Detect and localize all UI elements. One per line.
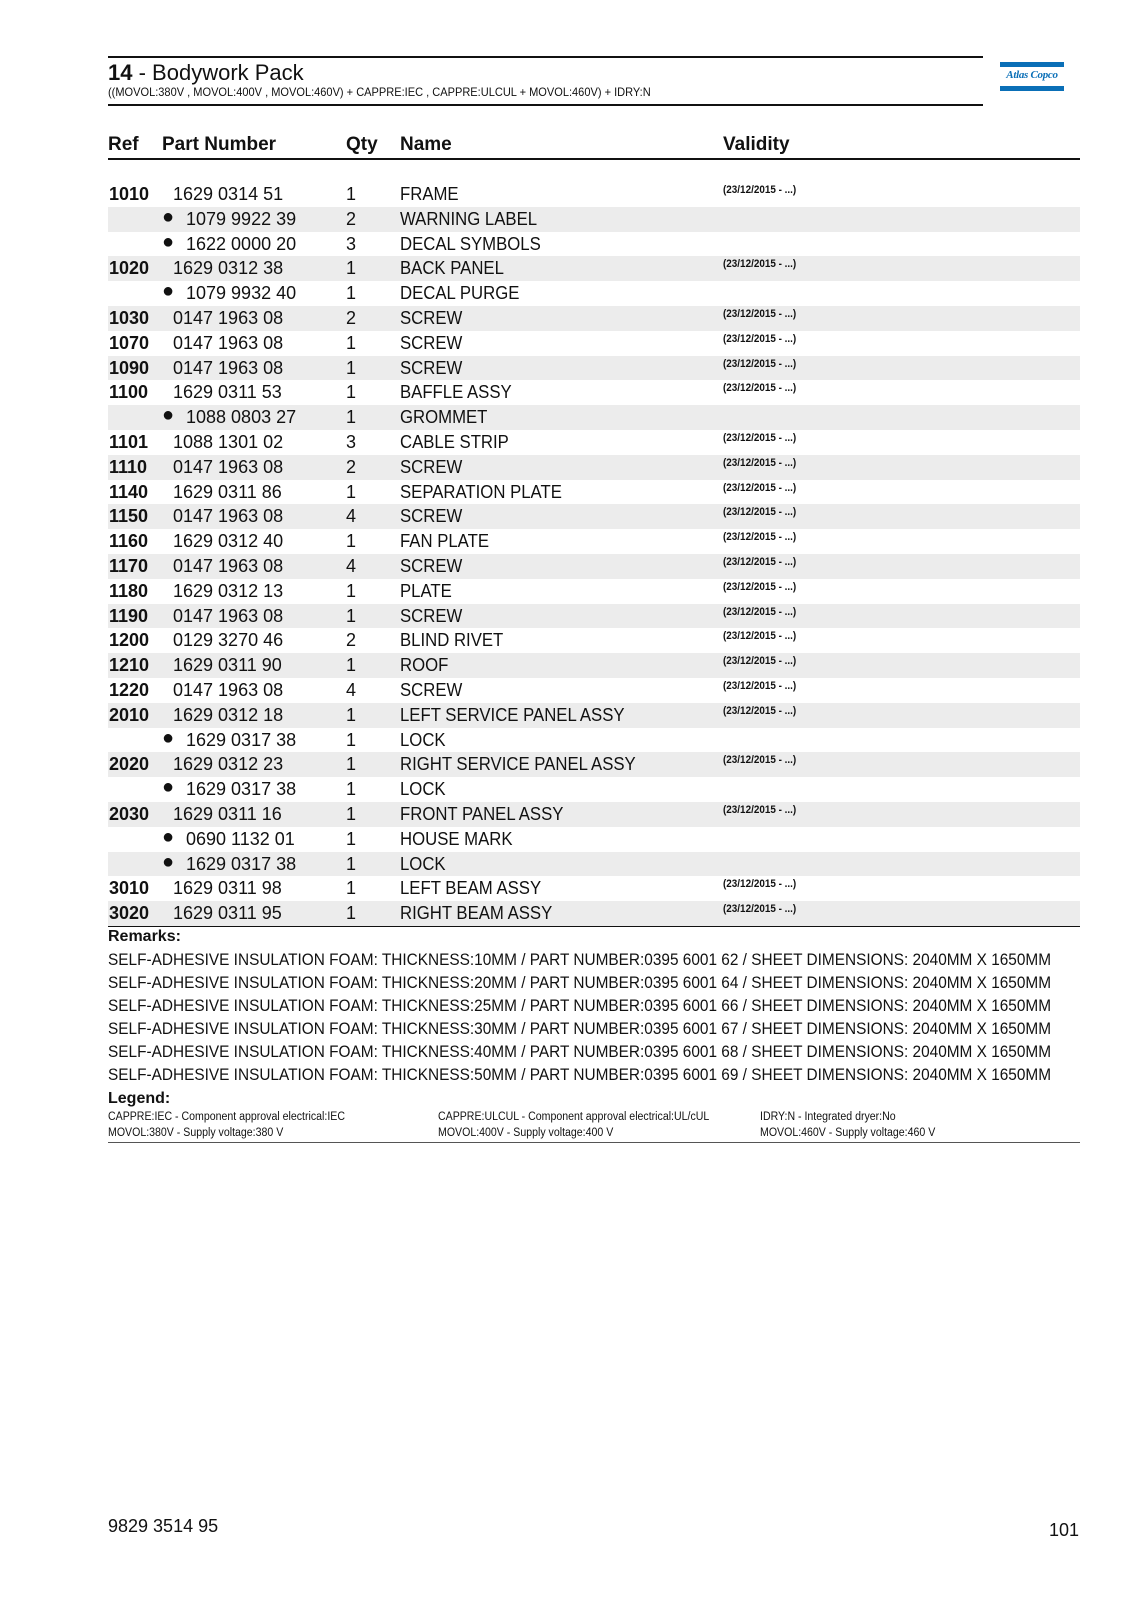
sub-item-bullet-icon: ● xyxy=(162,230,175,253)
legend-label: Legend: xyxy=(108,1090,171,1107)
part-number: 0147 1963 08 xyxy=(173,555,284,576)
part-number: 1629 0312 13 xyxy=(173,580,284,601)
sub-item-bullet-icon: ● xyxy=(162,205,175,228)
legend-item: IDRY:N - Integrated dryer:No xyxy=(760,1111,896,1123)
validity: (23/12/2015 - ...) xyxy=(723,431,797,444)
part-name: SCREW xyxy=(400,456,463,477)
validity: (23/12/2015 - ...) xyxy=(723,456,797,469)
ref-number: 1190 xyxy=(109,605,149,626)
part-name: FRONT PANEL ASSY xyxy=(400,803,564,824)
part-name: LEFT BEAM ASSY xyxy=(400,878,542,899)
part-name: BACK PANEL xyxy=(400,258,504,279)
part-number: 1629 0317 38 xyxy=(186,779,297,800)
quantity: 4 xyxy=(346,555,357,576)
sub-item-bullet-icon: ● xyxy=(162,776,175,799)
table-row xyxy=(108,182,1080,207)
table-row xyxy=(108,777,1080,802)
ref-number: 1200 xyxy=(109,630,150,651)
quantity: 1 xyxy=(346,853,357,874)
part-name: GROMMET xyxy=(400,407,488,428)
col-ref: Ref xyxy=(108,134,139,155)
part-number: 1622 0000 20 xyxy=(186,233,297,254)
validity: (23/12/2015 - ...) xyxy=(723,184,797,196)
quantity: 1 xyxy=(346,184,357,204)
part-name: PLATE xyxy=(400,580,452,601)
part-name: RIGHT BEAM ASSY xyxy=(400,903,553,924)
page-title xyxy=(108,60,304,86)
quantity: 3 xyxy=(346,431,357,452)
page-header xyxy=(108,56,983,106)
table-row xyxy=(108,678,1080,703)
table-row xyxy=(108,430,1080,455)
validity: (23/12/2015 - ...) xyxy=(723,630,797,643)
condition-text: ((MOVOL:380V , MOVOL:400V , MOVOL:460V) + CAPPRE:IEC , CAPPRE:ULCUL + MOVOL:460V) + IDRY:N xyxy=(108,85,651,99)
page-number: 101 xyxy=(1049,1520,1080,1540)
quantity: 2 xyxy=(346,630,357,651)
part-name: SCREW xyxy=(400,506,463,527)
part-number: 1629 0312 23 xyxy=(173,754,284,775)
part-name: SCREW xyxy=(400,307,463,328)
part-name: FRAME xyxy=(400,184,459,204)
table-divider xyxy=(108,926,1080,927)
table-row xyxy=(108,306,1080,331)
validity: (23/12/2015 - ...) xyxy=(723,531,797,544)
validity: (23/12/2015 - ...) xyxy=(723,605,797,618)
col-qty: Qty xyxy=(346,134,378,155)
sub-item-bullet-icon: ● xyxy=(162,404,175,427)
table-row xyxy=(108,405,1080,430)
table-row xyxy=(108,455,1080,480)
col-validity: Validity xyxy=(723,134,790,155)
legend-item: CAPPRE:ULCUL - Component approval electrical:UL/cUL xyxy=(438,1111,710,1123)
part-name: DECAL SYMBOLS xyxy=(400,233,541,254)
remark-line: SELF-ADHESIVE INSULATION FOAM: THICKNESS:25MM / PART NUMBER:0395 6001 66 / SHEET DIMENSIONS: 2040MM X 1650MM xyxy=(108,996,1052,1015)
section-number: 14 xyxy=(108,60,133,85)
part-number: 0147 1963 08 xyxy=(173,307,284,328)
validity: (23/12/2015 - ...) xyxy=(723,481,797,494)
table-row xyxy=(108,752,1080,777)
quantity: 1 xyxy=(346,655,357,676)
remarks-label: Remarks: xyxy=(108,928,181,945)
part-number: 1629 0311 16 xyxy=(173,803,282,824)
table-row xyxy=(108,827,1080,852)
part-number: 1088 0803 27 xyxy=(186,407,297,428)
validity: (23/12/2015 - ...) xyxy=(723,679,797,692)
ref-number: 1010 xyxy=(109,184,150,204)
part-name: HOUSE MARK xyxy=(400,828,513,849)
part-number: 1629 0317 38 xyxy=(186,853,297,874)
ref-number: 3010 xyxy=(109,878,150,899)
quantity: 1 xyxy=(346,283,357,304)
ref-number: 1150 xyxy=(109,506,149,527)
part-number: 0147 1963 08 xyxy=(173,332,284,353)
part-number: 0147 1963 08 xyxy=(173,357,284,378)
ref-number: 1170 xyxy=(109,555,149,576)
legend-item: MOVOL:400V - Supply voltage:400 V xyxy=(438,1127,614,1139)
quantity: 1 xyxy=(346,903,357,924)
validity: (23/12/2015 - ...) xyxy=(723,307,797,320)
ref-number: 1220 xyxy=(109,679,150,700)
part-number: 1079 9922 39 xyxy=(186,208,297,229)
validity: (23/12/2015 - ...) xyxy=(723,754,797,767)
quantity: 1 xyxy=(346,531,357,552)
quantity: 1 xyxy=(346,704,357,725)
part-number: 1629 0317 38 xyxy=(186,729,297,750)
part-name: CABLE STRIP xyxy=(400,431,509,452)
table-row xyxy=(108,380,1080,405)
validity: (23/12/2015 - ...) xyxy=(723,580,797,593)
part-name: SEPARATION PLATE xyxy=(400,481,562,502)
part-number: 1629 0311 86 xyxy=(173,481,282,502)
validity: (23/12/2015 - ...) xyxy=(723,382,797,395)
quantity: 1 xyxy=(346,357,357,378)
quantity: 1 xyxy=(346,779,357,800)
quantity: 1 xyxy=(346,332,357,353)
part-name: ROOF xyxy=(400,655,449,676)
quantity: 1 xyxy=(346,754,357,775)
ref-number: 1180 xyxy=(109,580,149,601)
table-row xyxy=(108,281,1080,306)
table-header xyxy=(108,132,1080,160)
sub-item-bullet-icon: ● xyxy=(162,825,175,848)
part-name: SCREW xyxy=(400,679,463,700)
table-row xyxy=(108,256,1080,281)
table-row xyxy=(108,207,1080,232)
ref-number: 1100 xyxy=(109,382,149,403)
ref-number: 1110 xyxy=(109,456,148,477)
quantity: 2 xyxy=(346,208,357,229)
table-row xyxy=(108,703,1080,728)
logo-bottom-bar xyxy=(1000,86,1064,91)
table-row xyxy=(108,504,1080,529)
table-row xyxy=(108,529,1080,554)
logo-top-bar xyxy=(1000,62,1064,67)
part-number: 0147 1963 08 xyxy=(173,506,284,527)
ref-number: 1030 xyxy=(109,307,150,328)
validity: (23/12/2015 - ...) xyxy=(723,803,797,816)
table-row xyxy=(108,579,1080,604)
atlas-copco-logo xyxy=(1000,62,1064,94)
quantity: 1 xyxy=(346,828,357,849)
table-row xyxy=(108,331,1080,356)
part-number: 0147 1963 08 xyxy=(173,679,284,700)
table-row xyxy=(108,356,1080,381)
quantity: 1 xyxy=(346,729,357,750)
quantity: 4 xyxy=(346,679,357,700)
ref-number: 1020 xyxy=(109,258,150,279)
legend-item: CAPPRE:IEC - Component approval electrical:IEC xyxy=(108,1111,345,1123)
quantity: 4 xyxy=(346,506,357,527)
part-number: 1088 1301 02 xyxy=(173,431,284,452)
part-name: LOCK xyxy=(400,779,446,800)
remark-line: SELF-ADHESIVE INSULATION FOAM: THICKNESS:20MM / PART NUMBER:0395 6001 64 / SHEET DIMENSIONS: 2040MM X 1650MM xyxy=(108,973,1052,992)
table-row xyxy=(108,628,1080,653)
parts-table xyxy=(108,182,1080,926)
sub-item-bullet-icon: ● xyxy=(162,850,175,873)
quantity: 2 xyxy=(346,307,357,328)
table-row xyxy=(108,852,1080,877)
remark-line: SELF-ADHESIVE INSULATION FOAM: THICKNESS:40MM / PART NUMBER:0395 6001 68 / SHEET DIMENSIONS: 2040MM X 1650MM xyxy=(108,1042,1052,1061)
part-name: LEFT SERVICE PANEL ASSY xyxy=(400,704,625,725)
part-name: SCREW xyxy=(400,555,463,576)
part-number: 0147 1963 08 xyxy=(173,456,284,477)
quantity: 2 xyxy=(346,456,357,477)
part-name: FAN PLATE xyxy=(400,531,490,552)
quantity: 1 xyxy=(346,258,357,279)
part-number: 1629 0311 95 xyxy=(173,903,282,924)
sub-item-bullet-icon: ● xyxy=(162,726,175,749)
legend-divider xyxy=(108,1142,1080,1143)
part-number: 1629 0311 53 xyxy=(173,382,282,403)
table-row xyxy=(108,232,1080,257)
validity: (23/12/2015 - ...) xyxy=(723,258,797,271)
ref-number: 1140 xyxy=(109,481,149,502)
part-number: 1629 0314 51 xyxy=(173,184,284,204)
part-number: 0147 1963 08 xyxy=(173,605,284,626)
col-part-number: Part Number xyxy=(162,134,277,155)
quantity: 1 xyxy=(346,481,357,502)
quantity: 1 xyxy=(346,407,357,428)
validity: (23/12/2015 - ...) xyxy=(723,903,797,916)
part-name: DECAL PURGE xyxy=(400,283,520,304)
validity: (23/12/2015 - ...) xyxy=(723,655,797,668)
validity: (23/12/2015 - ...) xyxy=(723,878,797,891)
validity: (23/12/2015 - ...) xyxy=(723,555,797,568)
part-name: BAFFLE ASSY xyxy=(400,382,512,403)
part-number: 1629 0311 98 xyxy=(173,878,282,899)
part-name: BLIND RIVET xyxy=(400,630,504,651)
part-name: LOCK xyxy=(400,729,446,750)
validity: (23/12/2015 - ...) xyxy=(723,357,797,370)
remark-line: SELF-ADHESIVE INSULATION FOAM: THICKNESS:10MM / PART NUMBER:0395 6001 62 / SHEET DIMENSIONS: 2040MM X 1650MM xyxy=(108,950,1052,969)
remark-line: SELF-ADHESIVE INSULATION FOAM: THICKNESS:50MM / PART NUMBER:0395 6001 69 / SHEET DIMENSIONS: 2040MM X 1650MM xyxy=(108,1065,1052,1084)
remark-line: SELF-ADHESIVE INSULATION FOAM: THICKNESS:30MM / PART NUMBER:0395 6001 67 / SHEET DIMENSIONS: 2040MM X 1650MM xyxy=(108,1019,1052,1038)
part-name: LOCK xyxy=(400,853,446,874)
part-number: 0129 3270 46 xyxy=(173,630,284,651)
sub-item-bullet-icon: ● xyxy=(162,280,175,303)
part-number: 0690 1132 01 xyxy=(186,828,295,849)
quantity: 1 xyxy=(346,382,357,403)
logo-wordmark: Atlas Copco xyxy=(1006,69,1058,81)
table-row xyxy=(108,480,1080,505)
table-row xyxy=(108,604,1080,629)
table-row xyxy=(108,901,1080,926)
part-name: WARNING LABEL xyxy=(400,208,538,229)
part-number: 1629 0312 40 xyxy=(173,531,284,552)
col-name: Name xyxy=(400,134,452,155)
ref-number: 2030 xyxy=(109,803,150,824)
table-row xyxy=(108,876,1080,901)
document-number: 9829 3514 95 xyxy=(108,1516,219,1536)
quantity: 3 xyxy=(346,233,357,254)
validity: (23/12/2015 - ...) xyxy=(723,506,797,519)
validity: (23/12/2015 - ...) xyxy=(723,704,797,717)
ref-number: 1160 xyxy=(109,531,149,552)
part-name: SCREW xyxy=(400,332,463,353)
part-name: SCREW xyxy=(400,357,463,378)
part-name: RIGHT SERVICE PANEL ASSY xyxy=(400,754,636,775)
ref-number: 1210 xyxy=(109,655,150,676)
table-row xyxy=(108,728,1080,753)
quantity: 1 xyxy=(346,580,357,601)
table-row xyxy=(108,802,1080,827)
quantity: 1 xyxy=(346,803,357,824)
part-number: 1629 0312 38 xyxy=(173,258,284,279)
ref-number: 1101 xyxy=(109,431,149,452)
ref-number: 1090 xyxy=(109,357,150,378)
section-title: - Bodywork Pack xyxy=(138,60,304,85)
quantity: 1 xyxy=(346,605,357,626)
part-number: 1629 0312 18 xyxy=(173,704,284,725)
legend-item: MOVOL:380V - Supply voltage:380 V xyxy=(108,1127,284,1139)
ref-number: 2020 xyxy=(109,754,150,775)
table-row xyxy=(108,653,1080,678)
quantity: 1 xyxy=(346,878,357,899)
table-row xyxy=(108,554,1080,579)
part-number: 1079 9932 40 xyxy=(186,283,297,304)
ref-number: 1070 xyxy=(109,332,150,353)
part-name: SCREW xyxy=(400,605,463,626)
validity: (23/12/2015 - ...) xyxy=(723,332,797,345)
ref-number: 2010 xyxy=(109,704,150,725)
legend-item: MOVOL:460V - Supply voltage:460 V xyxy=(760,1127,936,1139)
ref-number: 3020 xyxy=(109,903,150,924)
part-number: 1629 0311 90 xyxy=(173,655,282,676)
